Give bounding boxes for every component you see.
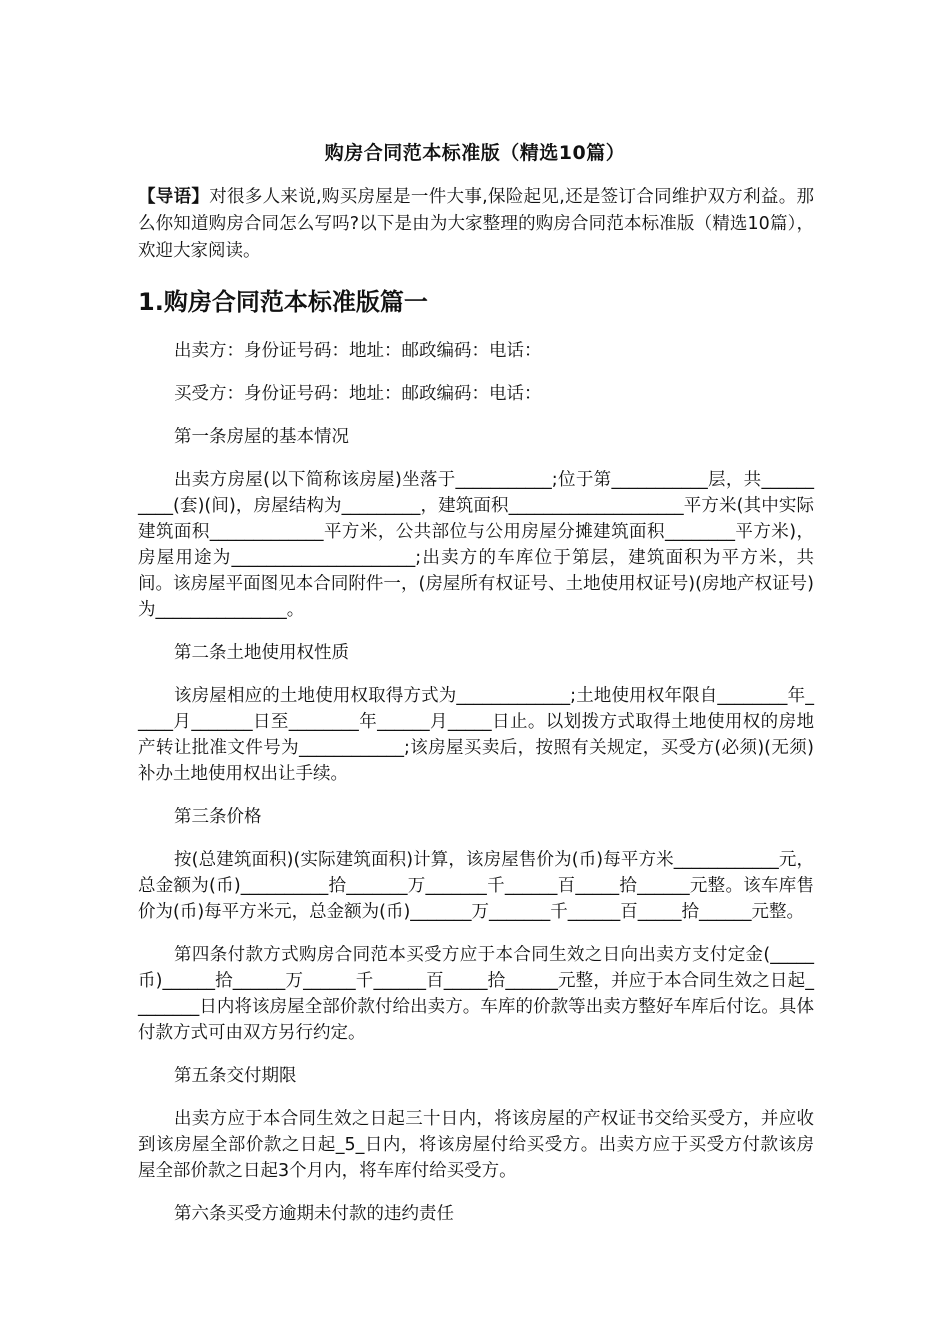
paragraph: 出卖方房屋(以下简称该房屋)坐落于___________;位于第___________层，共__________(套)(间)，房屋结构为_________，建筑面积____________________平方米(其中实际建筑面积_____________平方米，公共部位与公用房屋分摊建筑面积________平方米)，房屋用途为_____________________;出卖方的车库位于第层，建筑面积为平方米，共间。该房屋平面图见本合同附件一，(房屋所有权证号、土地使用权证号)(房地产权证号)为_______________。	[138, 470, 814, 620]
section-heading: 1.购房合同范本标准版篇一	[138, 288, 428, 316]
paragraph: 按(总建筑面积)(实际建筑面积)计算，该房屋售价为(币)每平方米____________元，总金额为(币)__________拾_______万_______千______百_____拾______元整。该车库售价为(币)每平方米元，总金额为(币)_______万_______千______百_____拾______元整。	[138, 850, 814, 922]
article-heading: 第五条交付期限	[174, 1066, 297, 1086]
intro-text: 对很多人来说,购买房屋是一件大事,保险起见,还是签订合同维护双方利益。那么你知道购房合同怎么写吗?以下是由为大家整理的购房合同范本标准版（精选10篇），欢迎大家阅读。	[138, 187, 815, 261]
document-title: 购房合同范本标准版（精选10篇）	[324, 142, 626, 164]
article-heading: 第二条土地使用权性质	[174, 643, 349, 663]
article-heading: 第三条价格	[174, 807, 262, 827]
contract-body	[138, 338, 814, 1244]
intro-label: 【导语】	[138, 187, 210, 207]
article-heading: 第一条房屋的基本情况	[174, 427, 349, 447]
paragraph: 出卖方应于本合同生效之日起三十日内，将该房屋的产权证书交给买受方，并应收到该房屋全部价款之日起_5_日内，将该房屋付给买受方。出卖方应于买受方付款该房屋全部价款之日起3个月内，将车库付给买受方。	[138, 1109, 814, 1181]
article-heading: 第六条买受方逾期未付款的违约责任	[174, 1204, 454, 1224]
paragraph: 买受方：身份证号码：地址：邮政编码：电话：	[174, 384, 542, 404]
paragraph: 出卖方：身份证号码：地址：邮政编码：电话：	[174, 341, 542, 361]
paragraph: 该房屋相应的土地使用权取得方式为_____________;土地使用权年限自________年_____月_______日至________年______月_____日止。以划拨方式取得土地使用权的房地产转让批准文件号为____________;该房屋买卖后，按照有关规定，买受方(必须)(无须)补办土地使用权出让手续。	[138, 686, 814, 784]
paragraph: 第四条付款方式购房合同范本买受方应于本合同生效之日向出卖方支付定金(_____币)______拾______万______千______百_____拾______元整，并应于本合同生效之日起________日内将该房屋全部价款付给出卖方。车库的价款等出卖方整好车库后付讫。具体付款方式可由双方另行约定。	[138, 945, 814, 1043]
intro-paragraph	[138, 184, 814, 265]
